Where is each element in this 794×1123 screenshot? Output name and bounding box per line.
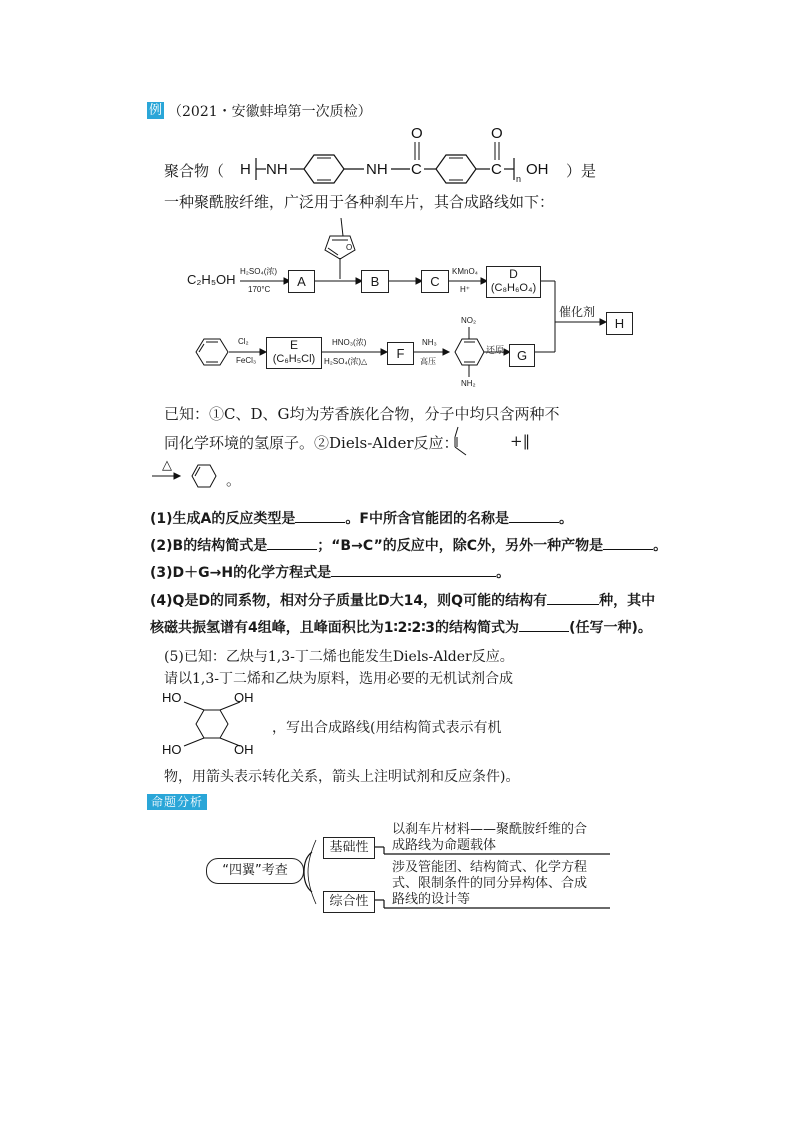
q2-part-c: 。 xyxy=(653,538,668,554)
q4-part-a: (4)Q是D的同系物，相对分子质量比D大14，则Q可能的结构有 xyxy=(150,593,548,609)
analysis-tag: 命题分析 xyxy=(147,794,207,810)
example-tag: 例 xyxy=(149,103,163,118)
known-plus: +‖ xyxy=(510,432,531,450)
q1-blank-2[interactable] xyxy=(509,522,559,523)
q5-line-4: 物，用箭头表示转化关系，箭头上注明试剂和反应条件)。 xyxy=(164,769,520,785)
synthesis-scheme xyxy=(0,0,794,420)
box-b: B xyxy=(361,270,389,293)
question-3 xyxy=(150,562,510,582)
box-h: H xyxy=(606,312,633,335)
q3-part-a: (3)D＋G→H的化学方程式是 xyxy=(150,565,332,581)
question-1 xyxy=(150,508,573,528)
branch-2-label: 综合性 xyxy=(323,891,375,913)
box-d-name: D xyxy=(509,267,518,281)
box-f: F xyxy=(387,342,414,365)
q2-part-b: ；“B→C”的反应中，除C外，另外一种产物是 xyxy=(317,538,604,554)
q4-part-b: 种，其中 xyxy=(599,593,656,609)
polymer-h: H xyxy=(240,161,251,178)
cyclohexene-product xyxy=(152,460,222,492)
q5-line-1: (5)已知：乙炔与1,3-丁二烯也能发生Diels-Alder反应。 xyxy=(164,649,514,665)
target-ho-top: HO xyxy=(162,690,182,705)
known-line-2: 同化学环境的氢原子。②Diels-Alder反应： xyxy=(164,434,459,452)
svg-text:O: O xyxy=(346,243,353,252)
reduce-label: 还原 xyxy=(486,345,505,355)
polymer-nh-1: NH xyxy=(266,161,288,178)
reagent-f-bottom: H₂SO₄(浓)△ xyxy=(324,357,368,366)
reagent-f-top: HNO₃(浓) xyxy=(332,338,367,347)
question-2 xyxy=(150,535,667,555)
branch-1-text xyxy=(392,822,587,854)
branch-2-text-line-1: 涉及管能团、结构简式、化学方程 xyxy=(392,860,588,875)
q3-part-b: 。 xyxy=(496,565,511,581)
q1-part-a: (1)生成A的反应类型是 xyxy=(150,511,296,527)
question-4-line-1 xyxy=(150,590,655,610)
q4-part-d: (任写一种)。 xyxy=(569,620,652,636)
catalyst-label: 催化剂 xyxy=(559,305,596,319)
target-oh-bottom: OH xyxy=(234,742,254,757)
reagent-nh3-bottom: 高压 xyxy=(420,357,436,366)
q1-part-c: 。 xyxy=(558,511,573,527)
box-c: C xyxy=(421,270,449,293)
question-4-line-2 xyxy=(150,617,652,637)
known-line-1: 已知：①C、D、G均为芳香族化合物，分子中均只含两种不 xyxy=(164,405,560,423)
box-e-name: E xyxy=(289,338,298,352)
q1-part-b: 。F中所含官能团的名称是 xyxy=(345,511,509,527)
branch-1-label: 基础性 xyxy=(323,837,375,859)
nh2-label: NH₂ xyxy=(461,379,476,388)
polymer-suffix: ）是 xyxy=(566,162,597,180)
polymer-nh-2: NH xyxy=(366,161,388,178)
q5-line-3: ，写出合成路线(用结构简式表示有机 xyxy=(272,720,502,736)
box-e-formula: (C₆H₅Cl) xyxy=(272,353,316,365)
q4-part-c: 核磁共振氢谱有4组峰，且峰面积比为1∶2∶2∶3的结构简式为 xyxy=(150,620,520,636)
branch-1-text-line-2: 成路线为命题载体 xyxy=(392,838,497,853)
polymer-c-1: C xyxy=(411,161,422,178)
branch-1-text-line-1: 以刹车片材料——聚酰胺纤维的合 xyxy=(392,822,588,837)
reagent-cd-bottom: H⁺ xyxy=(460,285,470,294)
reagent-cd-top: KMnO₄ xyxy=(452,267,478,276)
q5-line-2: 请以1,3-丁二烯和乙炔为原料，选用必要的无机试剂合成 xyxy=(164,671,513,687)
polymer-prefix: 聚合物（ xyxy=(164,162,225,180)
q2-blank-2[interactable] xyxy=(603,549,653,550)
target-ho-bottom: HO xyxy=(162,742,182,757)
reagent-e-top: Cl₂ xyxy=(238,337,249,346)
branch-2-text xyxy=(392,860,587,908)
box-d xyxy=(486,266,541,298)
known-end: 。 xyxy=(226,471,242,489)
polymer-n: n xyxy=(516,174,522,184)
q2-part-a: (2)B的结构简式是 xyxy=(150,538,268,554)
reagent-a-bottom: 170°C xyxy=(248,285,271,294)
box-a: A xyxy=(288,270,315,293)
analysis-center: “四翼”考查 xyxy=(206,858,304,884)
polymer-o-1: O xyxy=(411,125,423,142)
q2-blank-1[interactable] xyxy=(267,549,317,550)
start-ethanol: C₂H₅OH xyxy=(187,272,236,287)
target-diol-structure xyxy=(160,688,272,760)
box-e xyxy=(266,337,322,369)
reagent-e-bottom: FeCl₃ xyxy=(236,356,257,365)
intro-line-2: 一种聚酰胺纤维，广泛用于各种刹车片，其合成路线如下： xyxy=(164,193,555,211)
reagent-nh3-top: NH₃ xyxy=(422,338,437,347)
q4-blank-2[interactable] xyxy=(519,631,569,632)
no2-label: NO₂ xyxy=(461,316,477,325)
polymer-o-2: O xyxy=(491,125,503,142)
q3-blank[interactable] xyxy=(331,576,496,577)
target-oh-top: OH xyxy=(234,690,254,705)
branch-2-text-line-2: 式、限制条件的同分异构体、合成 xyxy=(392,876,588,891)
branch-2-text-line-3: 路线的设计等 xyxy=(392,892,471,907)
polymer-c-2: C xyxy=(491,161,502,178)
butadiene-structure xyxy=(452,425,472,459)
box-g: G xyxy=(509,344,535,367)
q4-blank-1[interactable] xyxy=(547,604,599,605)
q1-blank-1[interactable] xyxy=(295,522,345,523)
example-source: （2021・安徽蚌埠第一次质检） xyxy=(168,104,372,120)
box-d-formula: (C₈H₆O₄) xyxy=(490,282,537,294)
polymer-oh: OH xyxy=(526,161,549,178)
heat-symbol: △ xyxy=(162,458,172,473)
reagent-a-top: H₂SO₄(浓) xyxy=(240,267,278,276)
